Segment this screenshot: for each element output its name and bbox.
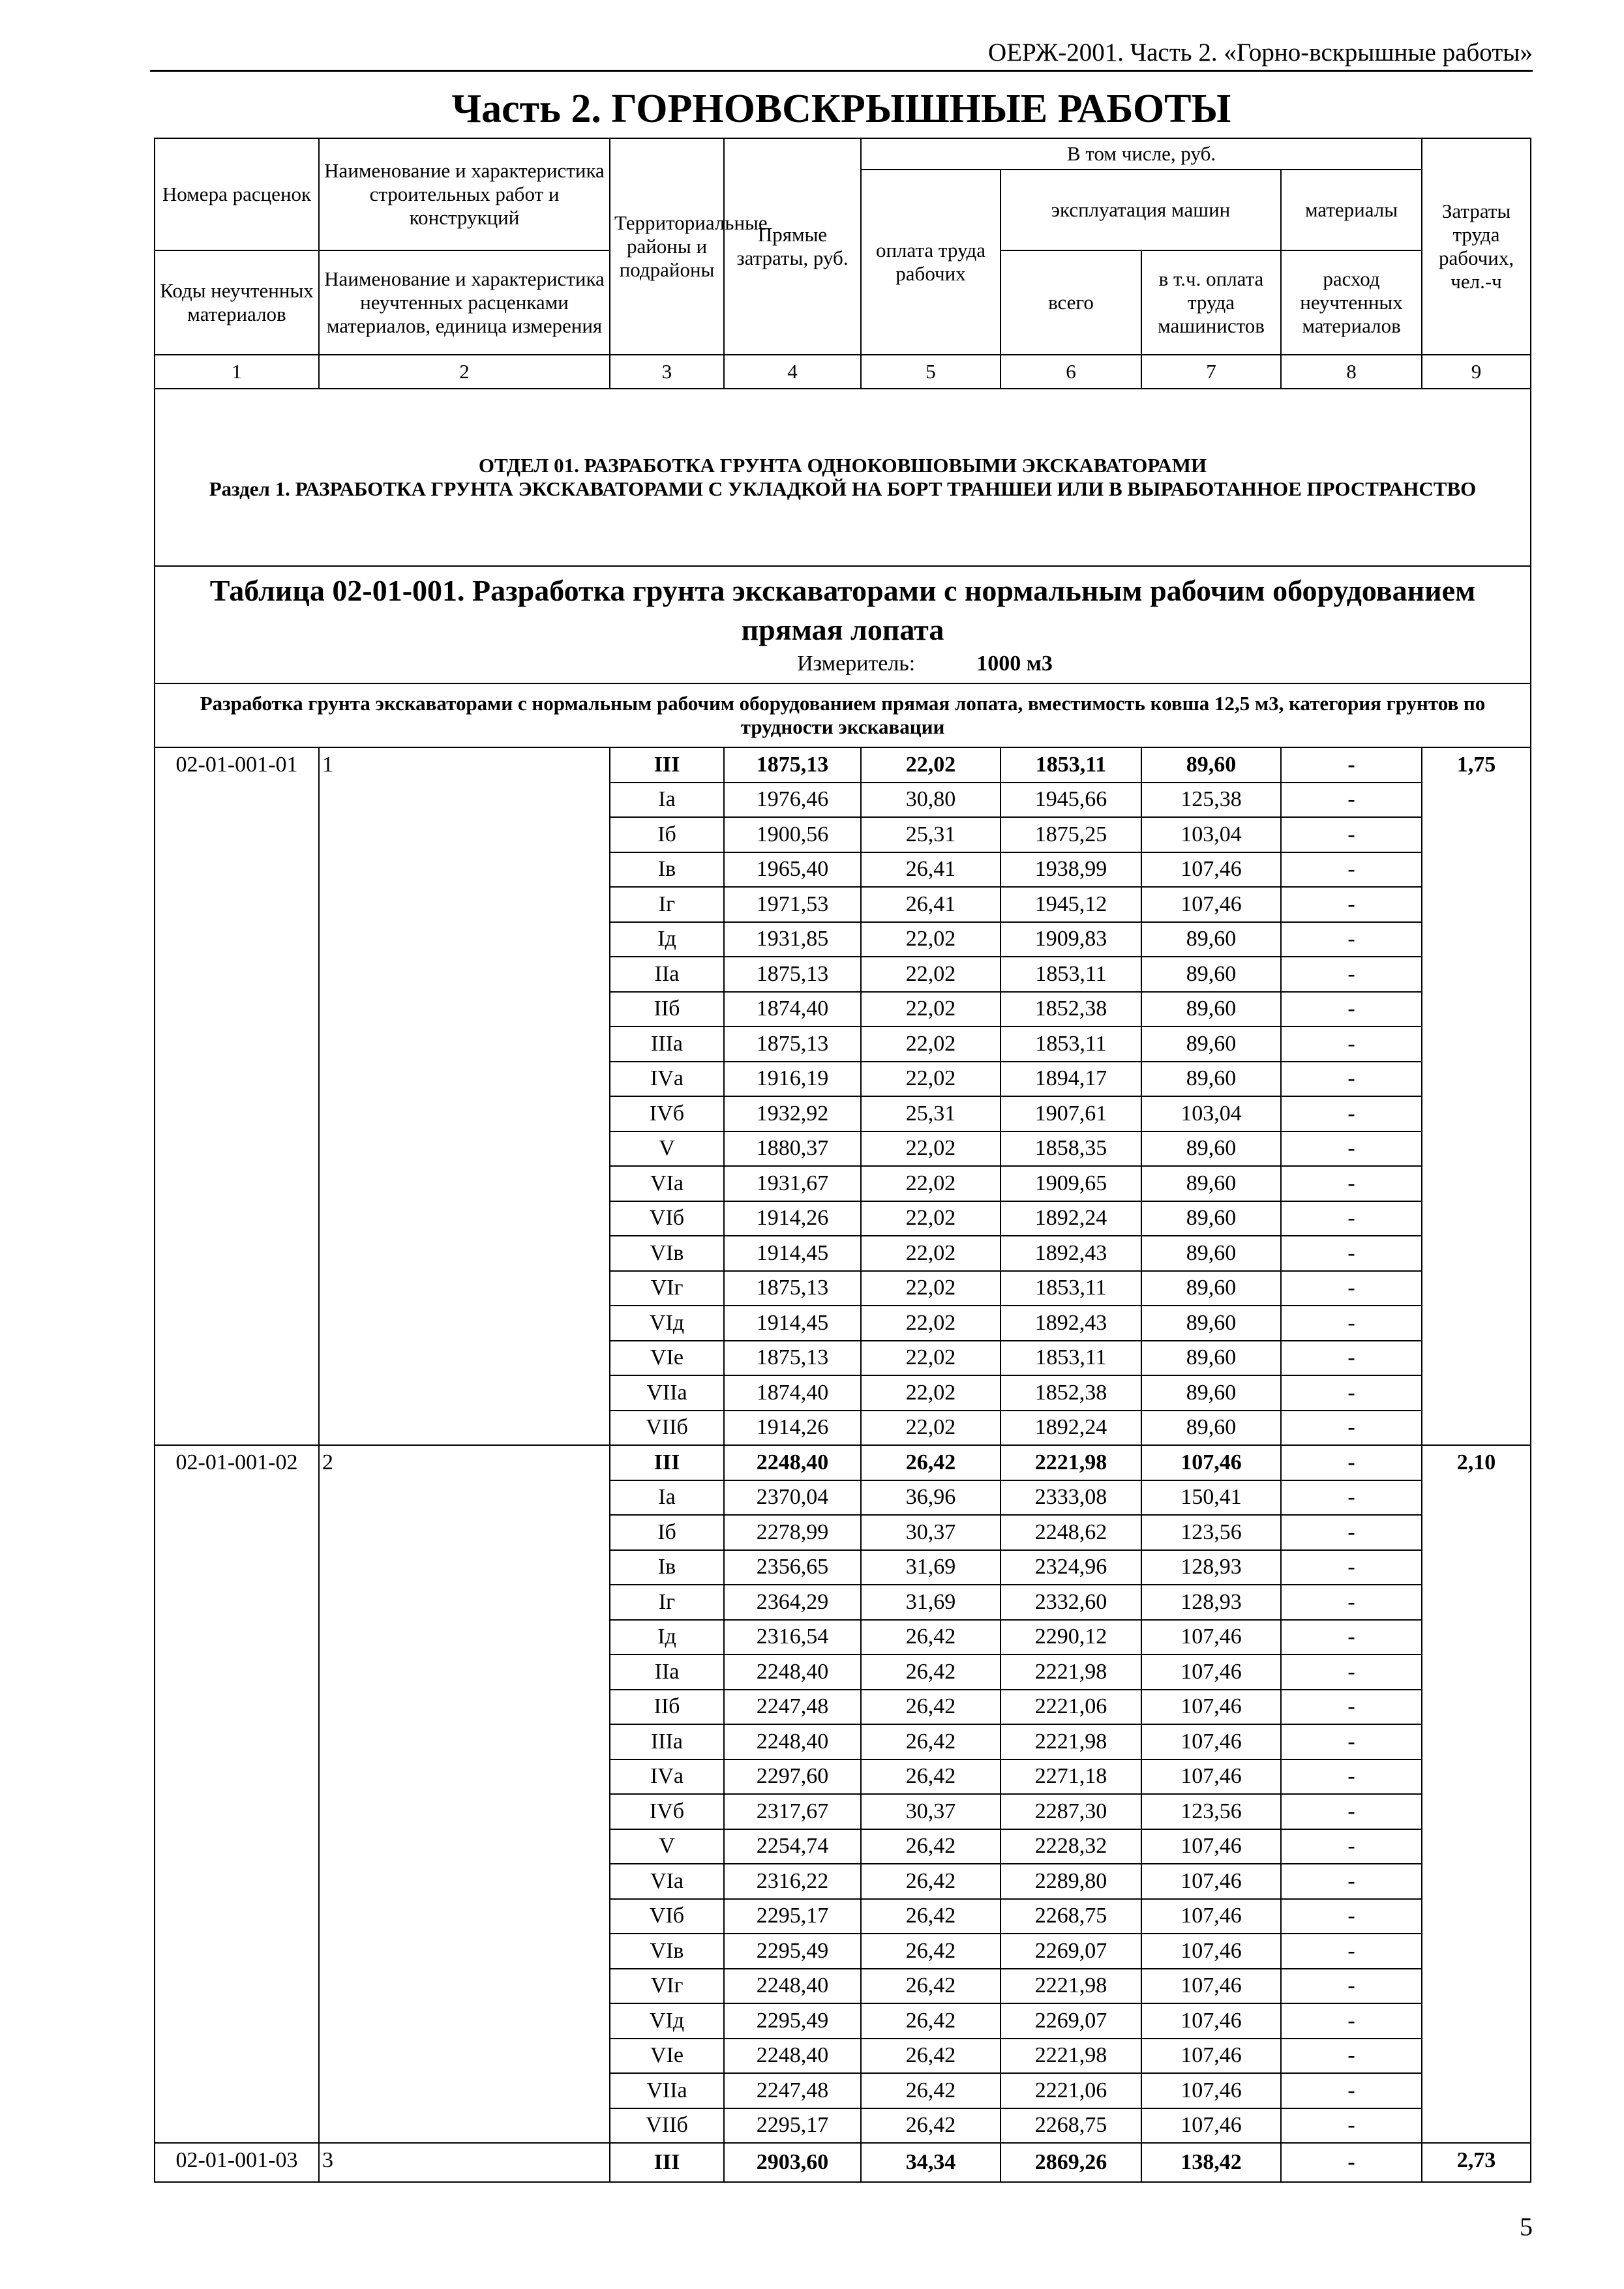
machinist-wages-cell: 89,60 (1141, 1271, 1281, 1306)
section-heading (155, 389, 1531, 566)
direct-costs-cell: 2248,40 (724, 1724, 861, 1759)
header-material-consumption: расход неучтенных материалов (1281, 250, 1422, 355)
column-number: 7 (1141, 355, 1281, 389)
machinist-wages-cell: 107,46 (1141, 1654, 1281, 1690)
direct-costs-cell: 2248,40 (724, 2039, 861, 2074)
machines-total-cell: 1909,65 (1000, 1166, 1141, 1201)
worker-wages-cell: 22,02 (861, 922, 1000, 957)
machines-total-cell: 2221,98 (1000, 1445, 1141, 1480)
materials-consumption-cell: - (1281, 2108, 1422, 2144)
machinist-wages-cell: 107,46 (1141, 2108, 1281, 2144)
materials-consumption-cell: - (1281, 1271, 1422, 1306)
direct-costs-cell: 1900,56 (724, 817, 861, 852)
machines-total-cell: 1892,24 (1000, 1411, 1141, 1446)
machinist-wages-cell: 138,42 (1141, 2143, 1281, 2182)
machines-total-cell: 1853,11 (1000, 1026, 1141, 1062)
machines-total-cell: 2869,26 (1000, 2143, 1141, 2182)
direct-costs-cell: 2254,74 (724, 1829, 861, 1864)
machines-total-cell: 1909,83 (1000, 922, 1141, 957)
rate-code: 02-01-001-01 (155, 747, 319, 1445)
materials-consumption-cell: - (1281, 957, 1422, 992)
header-rate-numbers: Номера расценок (155, 138, 319, 250)
district-cell: VIб (610, 1899, 724, 1934)
materials-consumption-cell: - (1281, 747, 1422, 783)
column-number: 8 (1281, 355, 1422, 389)
worker-wages-cell: 26,42 (861, 2039, 1000, 2074)
district-cell: VIIа (610, 1375, 724, 1411)
direct-costs-cell: 1931,85 (724, 922, 861, 957)
machinist-wages-cell: 89,60 (1141, 992, 1281, 1027)
materials-consumption-cell: - (1281, 1794, 1422, 1829)
direct-costs-cell: 2295,49 (724, 1934, 861, 1969)
worker-wages-cell: 26,42 (861, 1654, 1000, 1690)
machinist-wages-cell: 89,60 (1141, 957, 1281, 992)
machinist-wages-cell: 123,56 (1141, 1515, 1281, 1550)
machines-total-cell: 1945,12 (1000, 887, 1141, 922)
worker-wages-cell: 22,02 (861, 1375, 1000, 1411)
district-cell: VIд (610, 2003, 724, 2039)
machines-total-cell: 2221,06 (1000, 1690, 1141, 1725)
machinist-wages-cell: 107,46 (1141, 1899, 1281, 1934)
machines-total-cell: 1858,35 (1000, 1131, 1141, 1167)
direct-costs-cell: 1874,40 (724, 992, 861, 1027)
materials-consumption-cell: - (1281, 852, 1422, 888)
machinist-wages-cell: 89,60 (1141, 1166, 1281, 1201)
work-name: 2 (319, 1445, 610, 2143)
machinist-wages-cell: 103,04 (1141, 817, 1281, 852)
direct-costs-cell: 1875,13 (724, 1271, 861, 1306)
direct-costs-cell: 1916,19 (724, 1062, 861, 1097)
worker-wages-cell: 26,42 (861, 1620, 1000, 1655)
table-heading (155, 566, 1531, 683)
machines-total-cell: 1853,11 (1000, 957, 1141, 992)
direct-costs-cell: 2278,99 (724, 1515, 861, 1550)
machinist-wages-cell: 107,46 (1141, 1724, 1281, 1759)
direct-costs-cell: 2317,67 (724, 1794, 861, 1829)
machinist-wages-cell: 107,46 (1141, 2039, 1281, 2074)
district-cell: IIа (610, 1654, 724, 1690)
worker-wages-cell: 26,42 (861, 1899, 1000, 1934)
direct-costs-cell: 1880,37 (724, 1131, 861, 1167)
rates-table (154, 138, 1531, 2183)
district-cell: VIа (610, 1864, 724, 1899)
materials-consumption-cell: - (1281, 2143, 1422, 2182)
rate-code: 02-01-001-02 (155, 1445, 319, 2143)
machines-total-cell: 1907,61 (1000, 1096, 1141, 1131)
direct-costs-cell: 2248,40 (724, 1969, 861, 2004)
district-cell: VIе (610, 1341, 724, 1376)
direct-costs-cell: 1914,45 (724, 1306, 861, 1341)
running-header: ОЕРЖ-2001. Часть 2. «Горно-вскрышные работы» (150, 36, 1533, 72)
machines-total-cell: 2333,08 (1000, 1480, 1141, 1516)
work-description: Разработка грунта экскаваторами с нормальным рабочим оборудованием прямая лопата, вместимость ковша 12,5 м3, категория грунтов по трудности экскавации (155, 683, 1531, 747)
machines-total-cell: 2221,98 (1000, 1654, 1141, 1690)
direct-costs-cell: 1931,67 (724, 1166, 861, 1201)
direct-costs-cell: 1875,13 (724, 957, 861, 992)
machines-total-cell: 1938,99 (1000, 852, 1141, 888)
machines-total-cell: 2271,18 (1000, 1759, 1141, 1795)
worker-wages-cell: 31,69 (861, 1550, 1000, 1585)
machinist-wages-cell: 89,60 (1141, 1131, 1281, 1167)
materials-consumption-cell: - (1281, 1375, 1422, 1411)
machines-total-cell: 2289,80 (1000, 1864, 1141, 1899)
table-row (155, 1445, 1531, 1480)
worker-wages-cell: 26,42 (861, 1445, 1000, 1480)
worker-wages-cell: 22,02 (861, 1062, 1000, 1097)
rate-code: 02-01-001-03 (155, 2143, 319, 2182)
materials-consumption-cell: - (1281, 783, 1422, 818)
materials-consumption-cell: - (1281, 1934, 1422, 1969)
district-cell: VIа (610, 1166, 724, 1201)
direct-costs-cell: 1875,13 (724, 747, 861, 783)
header-machinist-wages: в т.ч. оплата труда машинистов (1141, 250, 1281, 355)
direct-costs-cell: 1874,40 (724, 1375, 861, 1411)
worker-wages-cell: 26,41 (861, 852, 1000, 888)
machines-total-cell: 2221,98 (1000, 1969, 1141, 2004)
machines-total-cell: 2332,60 (1000, 1585, 1141, 1620)
district-cell: Iв (610, 1550, 724, 1585)
worker-wages-cell: 26,42 (861, 1690, 1000, 1725)
worker-wages-cell: 26,42 (861, 2073, 1000, 2108)
worker-wages-cell: 34,34 (861, 2143, 1000, 2182)
table-row (155, 2143, 1531, 2182)
machinist-wages-cell: 89,60 (1141, 1306, 1281, 1341)
direct-costs-cell: 2247,48 (724, 1690, 861, 1725)
machines-total-cell: 1853,11 (1000, 1341, 1141, 1376)
materials-consumption-cell: - (1281, 1724, 1422, 1759)
materials-consumption-cell: - (1281, 1620, 1422, 1655)
direct-costs-cell: 1875,13 (724, 1341, 861, 1376)
worker-wages-cell: 22,02 (861, 1236, 1000, 1271)
materials-consumption-cell: - (1281, 1654, 1422, 1690)
header-materials: материалы (1281, 170, 1422, 250)
machines-total-cell: 1852,38 (1000, 992, 1141, 1027)
worker-wages-cell: 22,02 (861, 1166, 1000, 1201)
worker-wages-cell: 22,02 (861, 1131, 1000, 1167)
district-cell: VIIа (610, 2073, 724, 2108)
district-cell: VIг (610, 1271, 724, 1306)
district-cell: V (610, 1829, 724, 1864)
district-cell: Iб (610, 817, 724, 852)
direct-costs-cell: 1971,53 (724, 887, 861, 922)
materials-consumption-cell: - (1281, 1515, 1422, 1550)
direct-costs-cell: 2903,60 (724, 2143, 861, 2182)
direct-costs-cell: 1875,13 (724, 1026, 861, 1062)
direct-costs-cell: 2295,49 (724, 2003, 861, 2039)
materials-consumption-cell: - (1281, 922, 1422, 957)
district-cell: III (610, 2143, 724, 2182)
district-cell: VIIб (610, 1411, 724, 1446)
direct-costs-cell: 2248,40 (724, 1654, 861, 1690)
machines-total-cell: 2228,32 (1000, 1829, 1141, 1864)
machines-total-cell: 2221,98 (1000, 1724, 1141, 1759)
materials-consumption-cell: - (1281, 1899, 1422, 1934)
district-cell: IIб (610, 992, 724, 1027)
machinist-wages-cell: 89,60 (1141, 747, 1281, 783)
machines-total-cell: 2248,62 (1000, 1515, 1141, 1550)
materials-consumption-cell: - (1281, 1306, 1422, 1341)
worker-wages-cell: 31,69 (861, 1585, 1000, 1620)
materials-consumption-cell: - (1281, 817, 1422, 852)
worker-wages-cell: 22,02 (861, 1411, 1000, 1446)
direct-costs-cell: 2316,54 (724, 1620, 861, 1655)
materials-consumption-cell: - (1281, 1236, 1422, 1271)
machines-total-cell: 2268,75 (1000, 2108, 1141, 2144)
table-title: Таблица 02-01-001. Разработка грунта экскаваторами с нормальным рабочим оборудованием прямая лопата (209, 574, 1476, 646)
district-cell: V (610, 1131, 724, 1167)
worker-wages-cell: 26,42 (861, 1934, 1000, 1969)
header-direct-costs: Прямые затраты, руб. (724, 138, 861, 355)
direct-costs-cell: 2370,04 (724, 1480, 861, 1516)
machinist-wages-cell: 89,60 (1141, 1062, 1281, 1097)
machines-total-cell: 2324,96 (1000, 1550, 1141, 1585)
machinist-wages-cell: 89,60 (1141, 1411, 1281, 1446)
column-number: 5 (861, 355, 1000, 389)
district-cell: VIд (610, 1306, 724, 1341)
district-cell: III (610, 1445, 724, 1480)
worker-wages-cell: 25,31 (861, 817, 1000, 852)
machinist-wages-cell: 107,46 (1141, 1620, 1281, 1655)
worker-wages-cell: 36,96 (861, 1480, 1000, 1516)
materials-consumption-cell: - (1281, 1062, 1422, 1097)
header-material-codes: Коды неучтенных материалов (155, 250, 319, 355)
machines-total-cell: 2290,12 (1000, 1620, 1141, 1655)
district-cell: VIв (610, 1934, 724, 1969)
district-cell: Iв (610, 852, 724, 888)
worker-wages-cell: 30,80 (861, 783, 1000, 818)
page-number: 5 (1520, 2212, 1533, 2241)
machines-total-cell: 2269,07 (1000, 1934, 1141, 1969)
worker-wages-cell: 22,02 (861, 1201, 1000, 1236)
worker-wages-cell: 26,42 (861, 1864, 1000, 1899)
machinist-wages-cell: 128,93 (1141, 1585, 1281, 1620)
machines-total-cell: 1853,11 (1000, 1271, 1141, 1306)
materials-consumption-cell: - (1281, 1411, 1422, 1446)
direct-costs-cell: 1932,92 (724, 1096, 861, 1131)
labor-costs: 2,73 (1422, 2143, 1531, 2182)
worker-wages-cell: 26,41 (861, 887, 1000, 922)
machines-total-cell: 1945,66 (1000, 783, 1141, 818)
measure-label: Измеритель: (797, 651, 916, 676)
direct-costs-cell: 2364,29 (724, 1585, 861, 1620)
labor-costs: 1,75 (1422, 747, 1531, 1445)
direct-costs-cell: 2247,48 (724, 2073, 861, 2108)
machinist-wages-cell: 150,41 (1141, 1480, 1281, 1516)
materials-consumption-cell: - (1281, 1759, 1422, 1795)
header-material-name: Наименование и характеристика неучтенных расценками материалов, единица измерения (319, 250, 610, 355)
materials-consumption-cell: - (1281, 1341, 1422, 1376)
machinist-wages-cell: 89,60 (1141, 1375, 1281, 1411)
materials-consumption-cell: - (1281, 1445, 1422, 1480)
worker-wages-cell: 22,02 (861, 1271, 1000, 1306)
machinist-wages-cell: 107,46 (1141, 887, 1281, 922)
header-territorial-districts: Территориальные районы и подрайоны (610, 138, 724, 355)
column-number: 4 (724, 355, 861, 389)
machinist-wages-cell: 107,46 (1141, 2073, 1281, 2108)
worker-wages-cell: 26,42 (861, 2108, 1000, 2144)
direct-costs-cell: 2295,17 (724, 1899, 861, 1934)
machines-total-cell: 1892,43 (1000, 1236, 1141, 1271)
machinist-wages-cell: 107,46 (1141, 1969, 1281, 2004)
district-cell: IVб (610, 1794, 724, 1829)
materials-consumption-cell: - (1281, 1026, 1422, 1062)
materials-consumption-cell: - (1281, 1585, 1422, 1620)
direct-costs-cell: 1914,45 (724, 1236, 861, 1271)
worker-wages-cell: 22,02 (861, 747, 1000, 783)
header-including: В том числе, руб. (861, 138, 1422, 170)
district-cell: VIIб (610, 2108, 724, 2144)
machinist-wages-cell: 103,04 (1141, 1096, 1281, 1131)
worker-wages-cell: 26,42 (861, 1759, 1000, 1795)
section-title: Раздел 1. РАЗРАБОТКА ГРУНТА ЭКСКАВАТОРАМИ С УКЛАДКОЙ НА БОРТ ТРАНШЕИ ИЛИ В ВЫРАБОТАННОЕ ПРОСТРАНСТВО (209, 477, 1477, 500)
district-cell: Iб (610, 1515, 724, 1550)
worker-wages-cell: 22,02 (861, 1341, 1000, 1376)
header-machines-total: всего (1000, 250, 1141, 355)
machines-total-cell: 2269,07 (1000, 2003, 1141, 2039)
district-cell: Iа (610, 1480, 724, 1516)
measure-line (159, 650, 1526, 678)
column-number: 1 (155, 355, 319, 389)
direct-costs-cell: 2316,22 (724, 1864, 861, 1899)
machinist-wages-cell: 89,60 (1141, 922, 1281, 957)
work-name: 3 (319, 2143, 610, 2182)
worker-wages-cell: 26,42 (861, 1724, 1000, 1759)
materials-consumption-cell: - (1281, 1829, 1422, 1864)
materials-consumption-cell: - (1281, 1550, 1422, 1585)
district-cell: IIIа (610, 1026, 724, 1062)
materials-consumption-cell: - (1281, 1480, 1422, 1516)
direct-costs-cell: 1965,40 (724, 852, 861, 888)
direct-costs-cell: 1914,26 (724, 1201, 861, 1236)
materials-consumption-cell: - (1281, 2039, 1422, 2074)
district-cell: Iд (610, 1620, 724, 1655)
department-title: ОТДЕЛ 01. РАЗРАБОТКА ГРУНТА ОДНОКОВШОВЫМИ ЭКСКАВАТОРАМИ (478, 454, 1207, 477)
worker-wages-cell: 22,02 (861, 957, 1000, 992)
machinist-wages-cell: 89,60 (1141, 1341, 1281, 1376)
district-cell: IIIа (610, 1724, 724, 1759)
column-numbers-row (155, 355, 1531, 389)
machinist-wages-cell: 123,56 (1141, 1794, 1281, 1829)
direct-costs-cell: 2295,17 (724, 2108, 861, 2144)
direct-costs-cell: 1976,46 (724, 783, 861, 818)
column-number: 9 (1422, 355, 1531, 389)
materials-consumption-cell: - (1281, 1131, 1422, 1167)
machines-total-cell: 1853,11 (1000, 747, 1141, 783)
materials-consumption-cell: - (1281, 1690, 1422, 1725)
worker-wages-cell: 25,31 (861, 1096, 1000, 1131)
worker-wages-cell: 22,02 (861, 1026, 1000, 1062)
machines-total-cell: 1894,17 (1000, 1062, 1141, 1097)
worker-wages-cell: 30,37 (861, 1794, 1000, 1829)
district-cell: IVа (610, 1062, 724, 1097)
machinist-wages-cell: 89,60 (1141, 1026, 1281, 1062)
materials-consumption-cell: - (1281, 1864, 1422, 1899)
machinist-wages-cell: 107,46 (1141, 852, 1281, 888)
machinist-wages-cell: 107,46 (1141, 1445, 1281, 1480)
header-labor-costs: Затраты труда рабочих, чел.-ч (1422, 138, 1531, 355)
district-cell: Iа (610, 783, 724, 818)
district-cell: IVа (610, 1759, 724, 1795)
machines-total-cell: 1892,43 (1000, 1306, 1141, 1341)
materials-consumption-cell: - (1281, 1969, 1422, 2004)
machines-total-cell: 2268,75 (1000, 1899, 1141, 1934)
machinist-wages-cell: 107,46 (1141, 1829, 1281, 1864)
materials-consumption-cell: - (1281, 2003, 1422, 2039)
machines-total-cell: 2221,98 (1000, 2039, 1141, 2074)
labor-costs: 2,10 (1422, 1445, 1531, 2143)
machinist-wages-cell: 89,60 (1141, 1201, 1281, 1236)
direct-costs-cell: 2356,65 (724, 1550, 861, 1585)
district-cell: III (610, 747, 724, 783)
machinist-wages-cell: 107,46 (1141, 2003, 1281, 2039)
district-cell: IIб (610, 1690, 724, 1725)
worker-wages-cell: 22,02 (861, 992, 1000, 1027)
machinist-wages-cell: 128,93 (1141, 1550, 1281, 1585)
machines-total-cell: 2221,06 (1000, 2073, 1141, 2108)
district-cell: Iг (610, 887, 724, 922)
machinist-wages-cell: 107,46 (1141, 1690, 1281, 1725)
column-number: 3 (610, 355, 724, 389)
worker-wages-cell: 30,37 (861, 1515, 1000, 1550)
worker-wages-cell: 22,02 (861, 1306, 1000, 1341)
direct-costs-cell: 2248,40 (724, 1445, 861, 1480)
worker-wages-cell: 26,42 (861, 1829, 1000, 1864)
direct-costs-cell: 1914,26 (724, 1411, 861, 1446)
district-cell: VIе (610, 2039, 724, 2074)
machinist-wages-cell: 107,46 (1141, 1864, 1281, 1899)
header-work-name: Наименование и характеристика строительных работ и конструкций (319, 138, 610, 250)
machinist-wages-cell: 107,46 (1141, 1759, 1281, 1795)
work-name: 1 (319, 747, 610, 1445)
part-title: Часть 2. ГОРНОВСКРЫШНЫЕ РАБОТЫ (451, 87, 1231, 131)
header-machine-operation: эксплуатация машин (1000, 170, 1281, 250)
district-cell: VIг (610, 1969, 724, 2004)
machines-total-cell: 2287,30 (1000, 1794, 1141, 1829)
district-cell: Iд (610, 922, 724, 957)
materials-consumption-cell: - (1281, 2073, 1422, 2108)
materials-consumption-cell: - (1281, 1096, 1422, 1131)
machines-total-cell: 1892,24 (1000, 1201, 1141, 1236)
materials-consumption-cell: - (1281, 1166, 1422, 1201)
column-number: 6 (1000, 355, 1141, 389)
materials-consumption-cell: - (1281, 1201, 1422, 1236)
district-cell: Iг (610, 1585, 724, 1620)
machinist-wages-cell: 125,38 (1141, 783, 1281, 818)
district-cell: VIб (610, 1201, 724, 1236)
direct-costs-cell: 2297,60 (724, 1759, 861, 1795)
district-cell: IVб (610, 1096, 724, 1131)
machinist-wages-cell: 89,60 (1141, 1236, 1281, 1271)
materials-consumption-cell: - (1281, 887, 1422, 922)
district-cell: IIа (610, 957, 724, 992)
district-cell: VIв (610, 1236, 724, 1271)
column-number: 2 (319, 355, 610, 389)
machines-total-cell: 1875,25 (1000, 817, 1141, 852)
worker-wages-cell: 26,42 (861, 1969, 1000, 2004)
materials-consumption-cell: - (1281, 992, 1422, 1027)
table-row (155, 747, 1531, 783)
worker-wages-cell: 26,42 (861, 2003, 1000, 2039)
measure-value: 1000 м3 (976, 651, 1053, 676)
header-worker-wages: оплата труда рабочих (861, 170, 1000, 355)
machinist-wages-cell: 107,46 (1141, 1934, 1281, 1969)
machines-total-cell: 1852,38 (1000, 1375, 1141, 1411)
